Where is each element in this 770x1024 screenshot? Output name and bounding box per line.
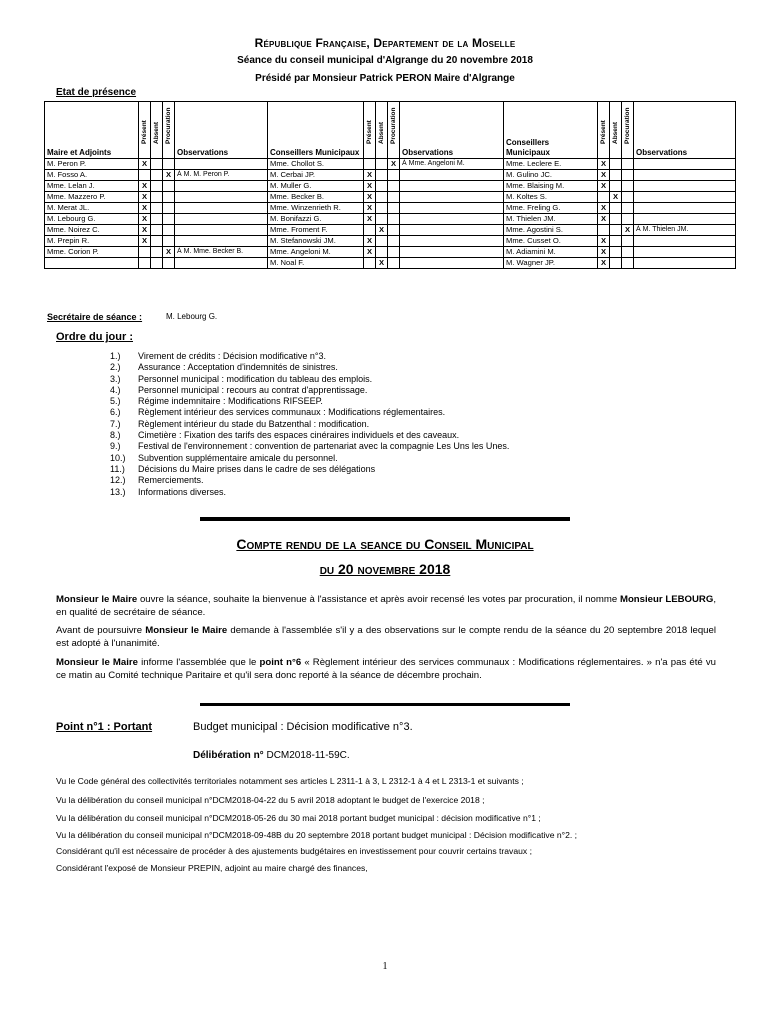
agenda-item-text: Règlement intérieur des services communaux : Modifications réglementaires. <box>138 407 446 418</box>
present-mark: X <box>598 247 610 258</box>
procuration-mark <box>163 203 175 214</box>
agenda-item-number: 10.) <box>110 452 126 463</box>
member-name: M. Prepin R. <box>45 236 139 247</box>
present-mark <box>139 247 151 258</box>
member-name: Mme. Blaising M. <box>504 181 598 192</box>
observation-cell <box>175 214 268 225</box>
col-present: Présent <box>365 120 373 144</box>
absent-mark: X <box>376 258 388 269</box>
paragraph-approval: Avant de poursuivre Monsieur le Maire demande à l'assemblée s'il y a des observations sur le compte rendu de la séance du 20 septembre 2018 lequel est adopté à l'unanimité. <box>56 625 716 649</box>
observation-cell <box>634 236 736 247</box>
presence-row <box>45 192 736 203</box>
member-name: M. Fosso A. <box>45 170 139 181</box>
member-name: M. Thielen JM. <box>504 214 598 225</box>
point-1-label: Point n°1 : Portant <box>56 721 153 733</box>
agenda-item-text: Décisions du Maire prises dans le cadre de ses délégations <box>138 463 376 474</box>
absent-mark <box>610 181 622 192</box>
member-name: Mme. Agostini S. <box>504 225 598 236</box>
present-mark <box>364 159 376 170</box>
member-name: Mme. Angeloni M. <box>268 247 364 258</box>
agenda-item <box>110 407 509 418</box>
col-observations: Observations <box>175 102 268 159</box>
agenda-item-text: Virement de crédits : Décision modificative n°3. <box>138 351 327 361</box>
present-mark: X <box>598 236 610 247</box>
col-procuration: Procuration <box>623 107 631 144</box>
member-name: M. Gulino JC. <box>504 170 598 181</box>
present-mark <box>364 258 376 269</box>
procuration-mark <box>163 214 175 225</box>
absent-mark: X <box>376 225 388 236</box>
agenda-item <box>110 441 509 452</box>
agenda-item-number: 6.) <box>110 407 121 418</box>
observation-cell <box>400 192 504 203</box>
member-name: Mme. Cusset O. <box>504 236 598 247</box>
agenda-item-number: 8.) <box>110 430 121 441</box>
observation-cell <box>634 203 736 214</box>
vu-line: Considérant qu'il est nécessaire de procéder à des ajustements budgétaires en investissement pour couvrir certains travaux ; <box>56 846 532 856</box>
presence-table-body <box>45 159 736 269</box>
observation-cell: À M. Thielen JM. <box>634 225 736 236</box>
member-name: Mme. Leclere E. <box>504 159 598 170</box>
member-name: M. Noal F. <box>268 258 364 269</box>
secretaire-label: Secrétaire de séance : <box>47 312 143 322</box>
col-present: Présent <box>599 120 607 144</box>
procuration-mark <box>622 236 634 247</box>
present-mark: X <box>364 236 376 247</box>
present-mark: X <box>139 192 151 203</box>
present-mark <box>139 258 151 269</box>
observation-cell <box>400 170 504 181</box>
compte-rendu-date: du 20 novembre 2018 <box>319 561 451 577</box>
agenda-item-number: 1.) <box>110 351 121 361</box>
presence-table-header <box>45 102 736 159</box>
present-mark: X <box>364 170 376 181</box>
absent-mark <box>151 203 163 214</box>
header-line-3: Présidé par Monsieur Patrick PERON Maire d'Algrange <box>255 73 515 84</box>
observation-cell <box>634 258 736 269</box>
procuration-mark <box>622 170 634 181</box>
absent-mark <box>610 214 622 225</box>
col-observations: Observations <box>634 102 736 159</box>
agenda-item-number: 11.) <box>110 463 125 474</box>
deliberation-number: Délibération n° DCM2018-11-59C. <box>193 750 350 761</box>
agenda-item <box>110 374 509 385</box>
member-name: M. Cerbai JP. <box>268 170 364 181</box>
agenda-item-text: Remerciements. <box>138 475 204 486</box>
member-name: M. Lebourg G. <box>45 214 139 225</box>
procuration-mark <box>388 203 400 214</box>
member-name <box>45 258 139 269</box>
present-mark <box>598 225 610 236</box>
presence-row <box>45 225 736 236</box>
present-mark: X <box>598 258 610 269</box>
presence-row <box>45 214 736 225</box>
procuration-mark <box>163 258 175 269</box>
ordre-du-jour-title: Ordre du jour : <box>56 331 133 343</box>
procuration-mark <box>163 192 175 203</box>
col-absent: Absent <box>377 121 385 144</box>
observation-cell <box>400 236 504 247</box>
agenda-item-text: Subvention supplémentaire amicale du personnel. <box>138 452 338 463</box>
vu-line: Considérant l'exposé de Monsieur PREPIN, adjoint au maire chargé des finances, <box>56 863 368 873</box>
absent-mark: X <box>610 192 622 203</box>
absent-mark <box>610 159 622 170</box>
present-mark: X <box>598 203 610 214</box>
observation-cell <box>175 181 268 192</box>
absent-mark <box>376 170 388 181</box>
member-name: Mme. Mazzero P. <box>45 192 139 203</box>
agenda-item <box>110 487 509 498</box>
observation-cell: À M. M. Peron P. <box>175 170 268 181</box>
absent-mark <box>151 236 163 247</box>
member-name: M. Peron P. <box>45 159 139 170</box>
present-mark: X <box>598 214 610 225</box>
absent-mark <box>376 214 388 225</box>
present-mark <box>364 225 376 236</box>
agenda-item <box>110 385 509 396</box>
col-absent: Absent <box>152 121 160 144</box>
observation-cell: À Mme. Angeloni M. <box>400 159 504 170</box>
agenda-item <box>110 351 509 362</box>
procuration-mark: X <box>388 159 400 170</box>
presence-row <box>45 203 736 214</box>
member-name: M. Wagner JP. <box>504 258 598 269</box>
agenda-item <box>110 362 509 373</box>
present-mark: X <box>364 181 376 192</box>
presence-row <box>45 236 736 247</box>
absent-mark <box>376 159 388 170</box>
agenda-item <box>110 475 509 486</box>
procuration-mark <box>388 225 400 236</box>
present-mark: X <box>139 214 151 225</box>
member-name: Mme. Lelan J. <box>45 181 139 192</box>
present-mark: X <box>598 159 610 170</box>
paragraph-postponed: Monsieur le Maire informe l'assemblée que le point n°6 « Règlement intérieur des services communaux : Modifications réglementaires. » n'a pas été vu ce matin au Comité technique Paritaire et qu'il sera donc reporté à la séance de décembre prochain. <box>56 657 717 681</box>
agenda-item-number: 12.) <box>110 475 126 486</box>
observation-cell <box>634 159 736 170</box>
present-mark: X <box>364 214 376 225</box>
procuration-mark <box>388 236 400 247</box>
agenda-item-text: Assurance : Acceptation d'indemnités de sinistres. <box>138 362 338 373</box>
observation-cell <box>400 225 504 236</box>
observation-cell <box>175 203 268 214</box>
presence-row <box>45 181 736 192</box>
agenda-item-text: Festival de l'environnement : convention de partenariat avec la compagnie Les Uns les Unes. <box>138 441 510 452</box>
present-mark: X <box>598 181 610 192</box>
present-mark: X <box>139 203 151 214</box>
procuration-mark <box>622 181 634 192</box>
absent-mark <box>376 236 388 247</box>
absent-mark <box>151 214 163 225</box>
col-conseillers: Conseillers Municipaux <box>504 102 598 159</box>
observation-cell <box>400 214 504 225</box>
absent-mark <box>151 170 163 181</box>
agenda-item <box>110 453 509 464</box>
agenda-item-number: 2.) <box>110 362 121 373</box>
observation-cell <box>175 192 268 203</box>
agenda-item-number: 4.) <box>110 384 121 395</box>
absent-mark <box>151 258 163 269</box>
ordre-du-jour-list <box>110 351 509 498</box>
absent-mark <box>376 203 388 214</box>
member-name: M. Koltes S. <box>504 192 598 203</box>
presence-table <box>44 101 736 269</box>
procuration-mark: X <box>163 247 175 258</box>
col-absent: Absent <box>611 121 619 144</box>
etat-presence-title: Etat de présence <box>56 87 137 98</box>
observation-cell <box>634 181 736 192</box>
present-mark: X <box>139 236 151 247</box>
col-conseillers: Conseillers Municipaux <box>268 102 364 159</box>
agenda-item-number: 5.) <box>110 396 121 407</box>
agenda-item <box>110 419 509 430</box>
secretaire-value: M. Lebourg G. <box>166 312 218 321</box>
col-present: Présent <box>140 120 148 144</box>
vu-line: Vu le Code général des collectivités territoriales notamment ses articles L 2311-1 à 3, L 2312-1 à 4 et L 2313-1 et suivants ; <box>56 776 524 786</box>
agenda-item-text: Cimetière : Fixation des tarifs des espaces cinéraires individuels et des caveaux. <box>138 430 460 441</box>
absent-mark <box>151 159 163 170</box>
member-name: Mme. Freling G. <box>504 203 598 214</box>
absent-mark <box>151 247 163 258</box>
section-divider <box>200 703 570 706</box>
header-line-1: République Française, Departement de la Moselle <box>254 36 516 50</box>
agenda-item <box>110 396 509 407</box>
absent-mark <box>610 203 622 214</box>
presence-row <box>45 258 736 269</box>
present-mark: X <box>364 203 376 214</box>
present-mark: X <box>139 181 151 192</box>
present-mark: X <box>598 170 610 181</box>
present-mark: X <box>139 225 151 236</box>
absent-mark <box>376 181 388 192</box>
procuration-mark <box>388 258 400 269</box>
procuration-mark <box>622 192 634 203</box>
agenda-item <box>110 464 509 475</box>
col-maire-adjoints: Maire et Adjoints <box>45 102 139 159</box>
procuration-mark <box>388 247 400 258</box>
vu-line: Vu la délibération du conseil municipal n°DCM2018-05-26 du 30 mai 2018 portant budget municipal : décision modificative n°1 ; <box>56 813 541 823</box>
observation-cell <box>400 181 504 192</box>
observation-cell <box>400 258 504 269</box>
procuration-mark: X <box>622 225 634 236</box>
compte-rendu-title: Compte rendu de la seance du Conseil Municipal <box>236 536 534 552</box>
procuration-mark <box>622 214 634 225</box>
member-name: Mme. Winzenrieth R. <box>268 203 364 214</box>
present-mark <box>139 170 151 181</box>
agenda-item-text: Régime indemnitaire : Modifications RIFSEEP. <box>138 396 323 407</box>
procuration-mark <box>622 159 634 170</box>
present-mark: X <box>139 159 151 170</box>
member-name: M. Stefanowski JM. <box>268 236 364 247</box>
absent-mark <box>151 181 163 192</box>
observation-cell: À M. Mme. Becker B. <box>175 247 268 258</box>
member-name: Mme. Becker B. <box>268 192 364 203</box>
observation-cell <box>634 247 736 258</box>
observation-cell <box>400 203 504 214</box>
observation-cell <box>175 159 268 170</box>
section-divider <box>200 517 570 521</box>
observation-cell <box>400 247 504 258</box>
agenda-item-text: Personnel municipal : modification du tableau des emplois. <box>138 373 373 384</box>
absent-mark <box>151 192 163 203</box>
present-mark <box>598 192 610 203</box>
absent-mark <box>610 247 622 258</box>
observation-cell <box>175 236 268 247</box>
procuration-mark <box>388 192 400 203</box>
vu-line: Vu la délibération du conseil municipal n°DCM2018-09-48B du 20 septembre 2018 portant budget municipal : Décision modificative n°2. ; <box>56 830 578 840</box>
absent-mark <box>610 258 622 269</box>
col-observations: Observations <box>400 102 504 159</box>
procuration-mark <box>163 225 175 236</box>
procuration-mark <box>388 181 400 192</box>
member-name: M. Adiamini M. <box>504 247 598 258</box>
agenda-item-number: 9.) <box>110 441 121 452</box>
member-name: Mme. Chollot S. <box>268 159 364 170</box>
absent-mark <box>151 225 163 236</box>
absent-mark <box>610 225 622 236</box>
agenda-item <box>110 430 509 441</box>
observation-cell <box>634 192 736 203</box>
agenda-item-number: 7.) <box>110 418 121 429</box>
procuration-mark <box>163 159 175 170</box>
member-name: Mme. Froment F. <box>268 225 364 236</box>
member-name: Mme. Noirez C. <box>45 225 139 236</box>
member-name: M. Bonifazzi G. <box>268 214 364 225</box>
procuration-mark <box>388 214 400 225</box>
header-line-2: Séance du conseil municipal d'Algrange du 20 novembre 2018 <box>237 55 533 66</box>
observation-cell <box>634 214 736 225</box>
absent-mark <box>610 236 622 247</box>
member-name: M. Merat JL. <box>45 203 139 214</box>
observation-cell <box>175 225 268 236</box>
agenda-item-number: 13.) <box>110 486 126 497</box>
present-mark: X <box>364 247 376 258</box>
absent-mark <box>376 192 388 203</box>
page-number: 1 <box>382 961 388 972</box>
col-procuration: Procuration <box>389 107 397 144</box>
presence-row <box>45 247 736 258</box>
member-name: Mme. Corion P. <box>45 247 139 258</box>
procuration-mark <box>163 236 175 247</box>
procuration-mark <box>163 181 175 192</box>
agenda-item-text: Règlement intérieur du stade du Batzenthal : modification. <box>138 418 370 429</box>
present-mark: X <box>364 192 376 203</box>
presence-row <box>45 159 736 170</box>
procuration-mark <box>388 170 400 181</box>
procuration-mark: X <box>163 170 175 181</box>
agenda-item-text: Informations diverses. <box>138 486 227 497</box>
procuration-mark <box>622 258 634 269</box>
agenda-item-number: 3.) <box>110 373 121 384</box>
paragraph-opening: Monsieur le Maire ouvre la séance, souhaite la bienvenue à l'assistance et après avoir recensé les votes par procuration, il nomme Monsieur LEBOURG, en qualité de secrétaire de séance. <box>56 594 716 618</box>
procuration-mark <box>622 247 634 258</box>
absent-mark <box>376 247 388 258</box>
vu-line: Vu la délibération du conseil municipal n°DCM2018-04-22 du 5 avril 2018 adoptant le budget de l'exercice 2018 ; <box>56 795 485 805</box>
agenda-item-text: Personnel municipal : recours au contrat d'apprentissage. <box>138 384 368 395</box>
absent-mark <box>610 170 622 181</box>
point-1-title: Budget municipal : Décision modificative n°3. <box>193 721 413 733</box>
member-name: M. Muller G. <box>268 181 364 192</box>
col-procuration: Procuration <box>164 107 172 144</box>
procuration-mark <box>622 203 634 214</box>
observation-cell <box>175 258 268 269</box>
presence-row <box>45 170 736 181</box>
observation-cell <box>634 170 736 181</box>
